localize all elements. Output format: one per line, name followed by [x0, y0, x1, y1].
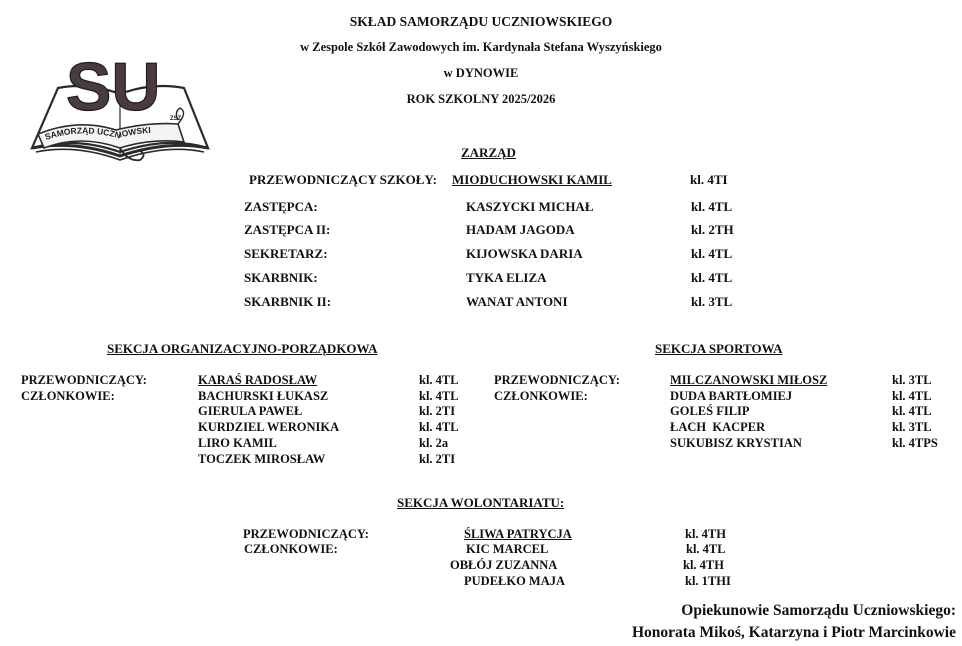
- org-name: KURDZIEL WERONIKA: [198, 420, 340, 434]
- sport-chair-label: PRZEWODNICZĄCY:: [494, 373, 620, 387]
- zarzad-name: WANAT ANTONI: [466, 294, 568, 309]
- sport-members-label: CZŁONKOWIE:: [494, 389, 588, 403]
- org-members-label: CZŁONKOWIE:: [21, 389, 115, 403]
- sport-class: kl. 3TL: [892, 373, 932, 387]
- footer-guardians-names: Honorata Mikoś, Katarzyna i Piotr Marcinkowie: [631, 624, 956, 641]
- wolo-name: KIC MARCEL: [466, 542, 549, 556]
- logo-ribbon-text: SAMORZĄD UCZNIOWSKI: [43, 124, 151, 142]
- sport-class: kl. 4TL: [892, 404, 932, 418]
- doc-title: SKŁAD SAMORZĄDU UCZNIOWSKIEGO: [349, 14, 613, 29]
- school-year: ROK SZKOLNY 2025/2026: [406, 92, 556, 106]
- wolo-class: kl. 1THI: [685, 574, 731, 588]
- org-class: kl. 4TL: [419, 373, 459, 387]
- logo-letters: SU: [66, 49, 161, 125]
- zarzad-name: HADAM JAGODA: [466, 222, 575, 237]
- zarzad-role: SKARBNIK:: [244, 270, 318, 285]
- sport-class: kl. 4TL: [892, 389, 932, 403]
- town-line: w DYNOWIE: [443, 66, 519, 80]
- wolo-members-label: CZŁONKOWIE:: [244, 542, 338, 556]
- org-section-title: SEKCJA ORGANIZACYJNO-PORZĄDKOWA: [107, 341, 378, 356]
- wolo-name: PUDEŁKO MAJA: [464, 574, 566, 588]
- zarzad-class: kl. 3TL: [691, 294, 733, 309]
- zarzad-class: kl. 4TL: [691, 246, 733, 261]
- org-name: BACHURSKI ŁUKASZ: [198, 389, 329, 403]
- org-class: kl. 4TL: [419, 420, 459, 434]
- wolo-chair-label: PRZEWODNICZĄCY:: [243, 527, 369, 541]
- org-name: LIRO KAMIL: [198, 436, 277, 450]
- sport-name: MILCZANOWSKI MIŁOSZ: [670, 373, 828, 387]
- wolo-class: kl. 4TH: [683, 558, 724, 572]
- org-class: kl. 2TI: [419, 452, 456, 466]
- org-name: GIERULA PAWEŁ: [198, 404, 303, 418]
- org-name: TOCZEK MIROSŁAW: [198, 452, 326, 466]
- wolo-section-title: SEKCJA WOLONTARIATU:: [397, 495, 565, 510]
- zarzad-role: ZASTĘPCA II:: [244, 222, 331, 237]
- logo-small-text: ZSZ: [170, 116, 182, 122]
- zarzad-name: KIJOWSKA DARIA: [466, 246, 583, 261]
- zarzad-role: PRZEWODNICZĄCY SZKOŁY:: [249, 172, 437, 187]
- org-class: kl. 2TI: [419, 404, 456, 418]
- zarzad-name: KASZYCKI MICHAŁ: [466, 199, 594, 214]
- zarzad-class: kl. 4TI: [690, 172, 728, 187]
- zarzad-role: SKARBNIK II:: [244, 294, 332, 309]
- sport-name: ŁACH KACPER: [670, 420, 766, 434]
- org-name: KARAŚ RADOSŁAW: [198, 373, 318, 387]
- zarzad-title: ZARZĄD: [461, 145, 516, 160]
- sport-name: SUKUBISZ KRYSTIAN: [670, 436, 802, 450]
- org-class: kl. 2a: [419, 436, 449, 450]
- sport-section-title: SEKCJA SPORTOWA: [655, 341, 783, 356]
- sport-class: kl. 4TPS: [892, 436, 938, 450]
- zarzad-name: MIODUCHOWSKI KAMIL: [452, 172, 612, 187]
- zarzad-name: TYKA ELIZA: [466, 270, 547, 285]
- zarzad-class: kl. 4TL: [691, 270, 733, 285]
- sport-class: kl. 3TL: [892, 420, 932, 434]
- org-class: kl. 4TL: [419, 389, 459, 403]
- sport-name: DUDA BARTŁOMIEJ: [670, 389, 793, 403]
- wolo-name: ŚLIWA PATRYCJA: [464, 527, 572, 541]
- zarzad-class: kl. 2TH: [691, 222, 734, 237]
- org-chair-label: PRZEWODNICZĄCY:: [21, 373, 147, 387]
- zarzad-class: kl. 4TL: [691, 199, 733, 214]
- school-name: w Zespole Szkół Zawodowych im. Kardynała Stefana Wyszyńskiego: [300, 40, 662, 54]
- zarzad-role: SEKRETARZ:: [244, 246, 328, 261]
- zarzad-role: ZASTĘPCA:: [244, 199, 318, 214]
- wolo-name: OBŁÓJ ZUZANNA: [450, 558, 558, 572]
- footer-guardians-label: Opiekunowie Samorządu Uczniowskiego:: [681, 602, 956, 619]
- sport-name: GOLEŚ FILIP: [670, 404, 750, 418]
- wolo-class: kl. 4TH: [685, 527, 726, 541]
- wolo-class: kl. 4TL: [686, 542, 726, 556]
